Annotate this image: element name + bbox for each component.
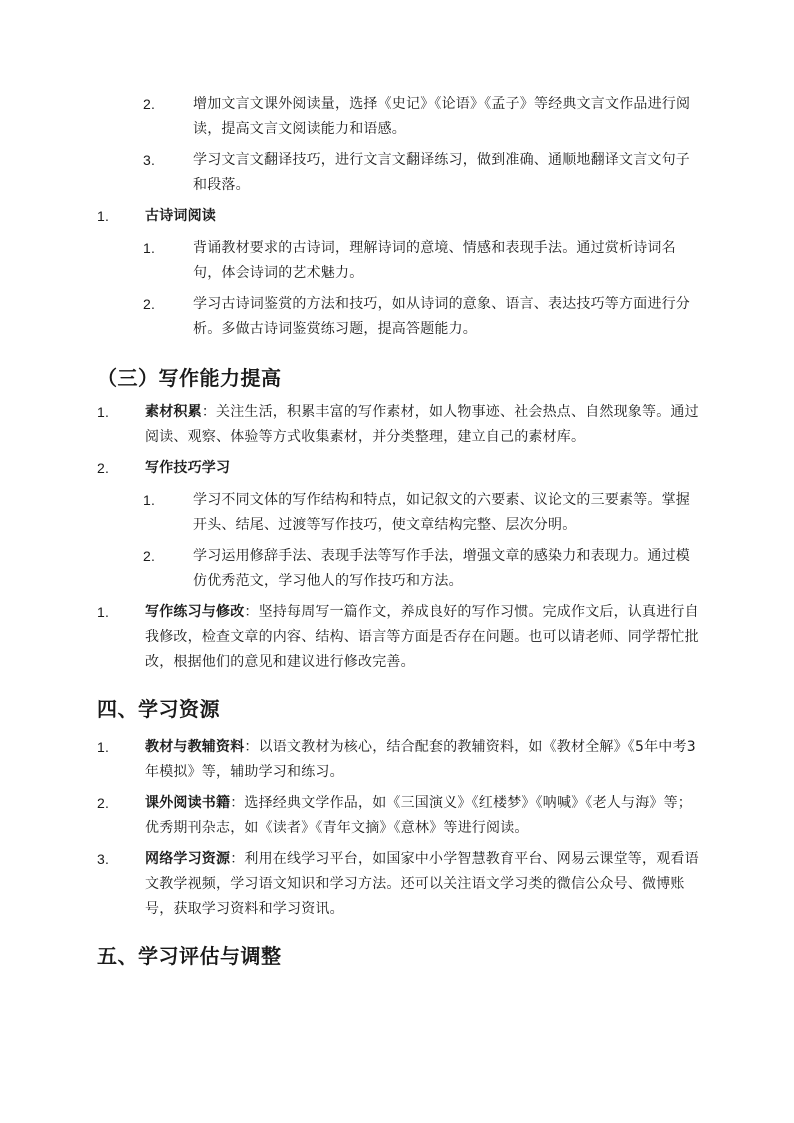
list-title: 课外阅读书籍 bbox=[145, 795, 231, 811]
list-number: 3. bbox=[143, 152, 156, 168]
list-text: 学习运用修辞手法、表现手法等写作手法，增强文章的感染力和表现力。通过模仿优秀范文，学习他人的写作技巧和方法。 bbox=[193, 548, 690, 589]
list-text: 背诵教材要求的古诗词，理解诗词的意境、情感和表现手法。通过赏析诗词名句，体会诗词的艺术魅力。 bbox=[193, 240, 676, 281]
section-heading-writing: （三）写作能力提高 bbox=[97, 366, 282, 390]
list-title: 古诗词阅读 bbox=[145, 208, 216, 224]
list-body: ：利用在线学习平台，如国家中小学智慧教育平台、网易云课堂等，观看语文教学视频，学习语文知识和学习方法。还可以关注语文学习类的微信公众号、微博账号，获取学习资料和学习资讯。 bbox=[145, 851, 699, 917]
list-text bbox=[145, 600, 700, 675]
list-number: 1. bbox=[97, 208, 110, 224]
list-text bbox=[145, 791, 700, 841]
list-number: 1. bbox=[97, 604, 110, 620]
list-number: 2. bbox=[97, 460, 110, 476]
list-number: 2. bbox=[143, 296, 156, 312]
list-title: 教材与教辅资料 bbox=[145, 739, 245, 755]
list-title: 写作技巧学习 bbox=[145, 460, 231, 476]
list-body: ：选择经典文学作品，如《三国演义》《红楼梦》《呐喊》《老人与海》等；优秀期刊杂志，如《读者》《青年文摘》《意林》等进行阅读。 bbox=[145, 795, 693, 836]
list-text bbox=[145, 847, 700, 922]
list-number: 3. bbox=[97, 851, 110, 867]
list-text bbox=[145, 400, 700, 450]
list-text: 学习不同文体的写作结构和特点，如记叙文的六要素、议论文的三要素等。掌握开头、结尾、过渡等写作技巧，使文章结构完整、层次分明。 bbox=[193, 492, 690, 533]
list-text: 增加文言文课外阅读量，选择《史记》《论语》《孟子》等经典文言文作品进行阅读，提高文言文阅读能力和语感。 bbox=[193, 96, 691, 137]
list-number: 2. bbox=[97, 795, 110, 811]
list-number: 2. bbox=[143, 548, 156, 564]
list-body: ：关注生活，积累丰富的写作素材，如人物事迹、社会热点、自然现象等。通过阅读、观察、体验等方式收集素材，并分类整理，建立自己的素材库。 bbox=[145, 404, 699, 445]
section-heading-resources: 四、学习资源 bbox=[97, 697, 220, 721]
list-body: ：以语文教材为核心，结合配套的教辅资料，如《教材全解》《5年中考3年模拟》等，辅助学习和练习。 bbox=[145, 739, 696, 780]
list-number: 1. bbox=[143, 492, 156, 508]
section-heading-evaluation: 五、学习评估与调整 bbox=[97, 944, 282, 968]
list-text: 学习古诗词鉴赏的方法和技巧，如从诗词的意象、语言、表达技巧等方面进行分析。多做古诗词鉴赏练习题，提高答题能力。 bbox=[193, 296, 690, 337]
list-body: ：坚持每周写一篇作文，养成良好的写作习惯。完成作文后，认真进行自我修改，检查文章的内容、结构、语言等方面是否存在问题。也可以请老师、同学帮忙批改，根据他们的意见和建议进行修改完善。 bbox=[145, 604, 699, 670]
list-title: 写作练习与修改 bbox=[145, 604, 245, 620]
list-title: 素材积累 bbox=[145, 404, 202, 420]
list-number: 2. bbox=[143, 96, 156, 112]
list-text bbox=[145, 735, 700, 785]
list-number: 1. bbox=[143, 240, 156, 256]
list-text: 学习文言文翻译技巧，进行文言文翻译练习，做到准确、通顺地翻译文言文句子和段落。 bbox=[193, 152, 690, 193]
list-title: 网络学习资源 bbox=[145, 851, 231, 867]
list-number: 1. bbox=[97, 739, 110, 755]
list-number: 1. bbox=[97, 404, 110, 420]
